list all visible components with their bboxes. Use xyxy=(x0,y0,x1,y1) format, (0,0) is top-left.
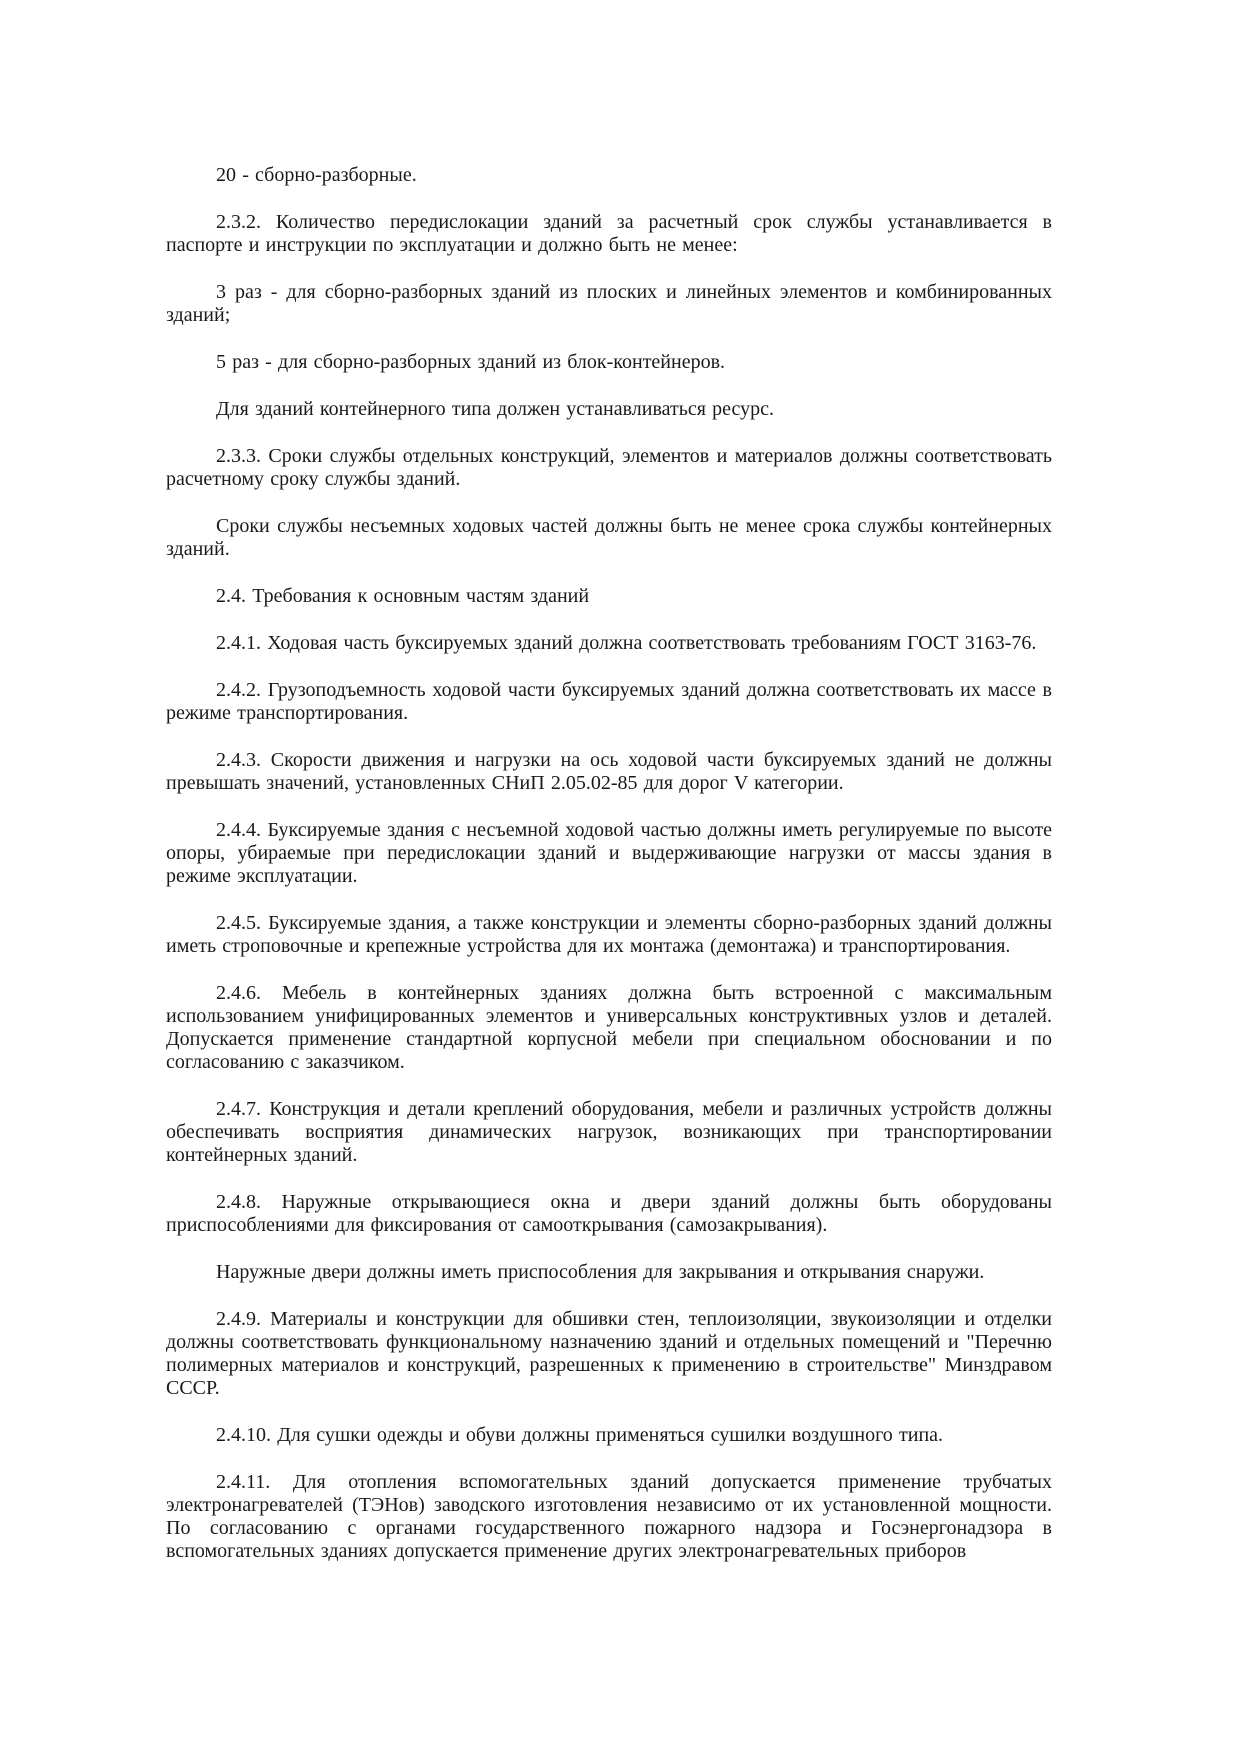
paragraph: Сроки службы несъемных ходовых частей должны быть не менее срока службы контейнерных зданий. xyxy=(166,515,1052,560)
paragraph: 2.4.5. Буксируемые здания, а также конструкции и элементы сборно-разборных зданий должны иметь строповочные и крепежные устройства для их монтажа (демонтажа) и транспортирования. xyxy=(166,912,1052,957)
paragraph: 2.4.9. Материалы и конструкции для обшивки стен, теплоизоляции, звукоизоляции и отделки должны соответствовать функциональному назначению зданий и отдельных помещений и "Перечню полимерных материалов и конструкций, разрешенных к применению в строительстве" Минздравом СССР. xyxy=(166,1308,1052,1399)
paragraph: 2.4.7. Конструкция и детали креплений оборудования, мебели и различных устройств должны обеспечивать восприятия динамических нагрузок, возникающих при транспортировании контейнерных зданий. xyxy=(166,1098,1052,1166)
paragraph: 2.4.2. Грузоподъемность ходовой части буксируемых зданий должна соответствовать их массе в режиме транспортирования. xyxy=(166,679,1052,724)
document-body xyxy=(166,164,1052,1563)
paragraph: Для зданий контейнерного типа должен устанавливаться ресурс. xyxy=(216,398,775,420)
paragraph: 2.4.11. Для отопления вспомогательных зданий допускается применение трубчатых электронагревателей (ТЭНов) заводского изготовления независимо от их установленной мощности. По согласованию с органами государственного пожарного надзора и Госэнергонадзора в вспомогательных зданиях допускается применение других электронагревательных приборов xyxy=(166,1471,1052,1562)
paragraph: 2.4.4. Буксируемые здания с несъемной ходовой частью должны иметь регулируемые по высоте опоры, убираемые при передислокации зданий и выдерживающие нагрузки от массы здания в режиме эксплуатации. xyxy=(166,819,1052,887)
paragraph: 3 раз - для сборно-разборных зданий из плоских и линейных элементов и комбинированных зданий; xyxy=(166,281,1052,326)
paragraph: 2.4. Требования к основным частям зданий xyxy=(216,585,590,607)
paragraph: 2.4.6. Мебель в контейнерных зданиях должна быть встроенной с максимальным использованием унифицированных элементов и универсальных конструктивных узлов и деталей. Допускается применение стандартной корпусной мебели при специальном обосновании и по согласованию с заказчиком. xyxy=(166,982,1052,1073)
paragraph: 2.4.1. Ходовая часть буксируемых зданий должна соответствовать требованиям ГОСТ 3163-76. xyxy=(216,632,1037,654)
paragraph: 20 - сборно-разборные. xyxy=(216,164,417,186)
paragraph: 2.4.8. Наружные открывающиеся окна и двери зданий должны быть оборудованы приспособлениями для фиксирования от самооткрывания (самозакрывания). xyxy=(166,1191,1052,1236)
paragraph: 2.4.3. Скорости движения и нагрузки на ось ходовой части буксируемых зданий не должны превышать значений, установленных СНиП 2.05.02-85 для дорог V категории. xyxy=(166,749,1052,794)
paragraph: 5 раз - для сборно-разборных зданий из блок-контейнеров. xyxy=(216,351,726,373)
paragraph: 2.3.2. Количество передислокации зданий за расчетный срок службы устанавливается в паспорте и инструкции по эксплуатации и должно быть не менее: xyxy=(166,211,1052,256)
paragraph: 2.3.3. Сроки службы отдельных конструкций, элементов и материалов должны соответствовать расчетному сроку службы зданий. xyxy=(166,445,1052,490)
paragraph: 2.4.10. Для сушки одежды и обуви должны применяться сушилки воздушного типа. xyxy=(216,1424,944,1446)
paragraph: Наружные двери должны иметь приспособления для закрывания и открывания снаружи. xyxy=(216,1261,985,1283)
